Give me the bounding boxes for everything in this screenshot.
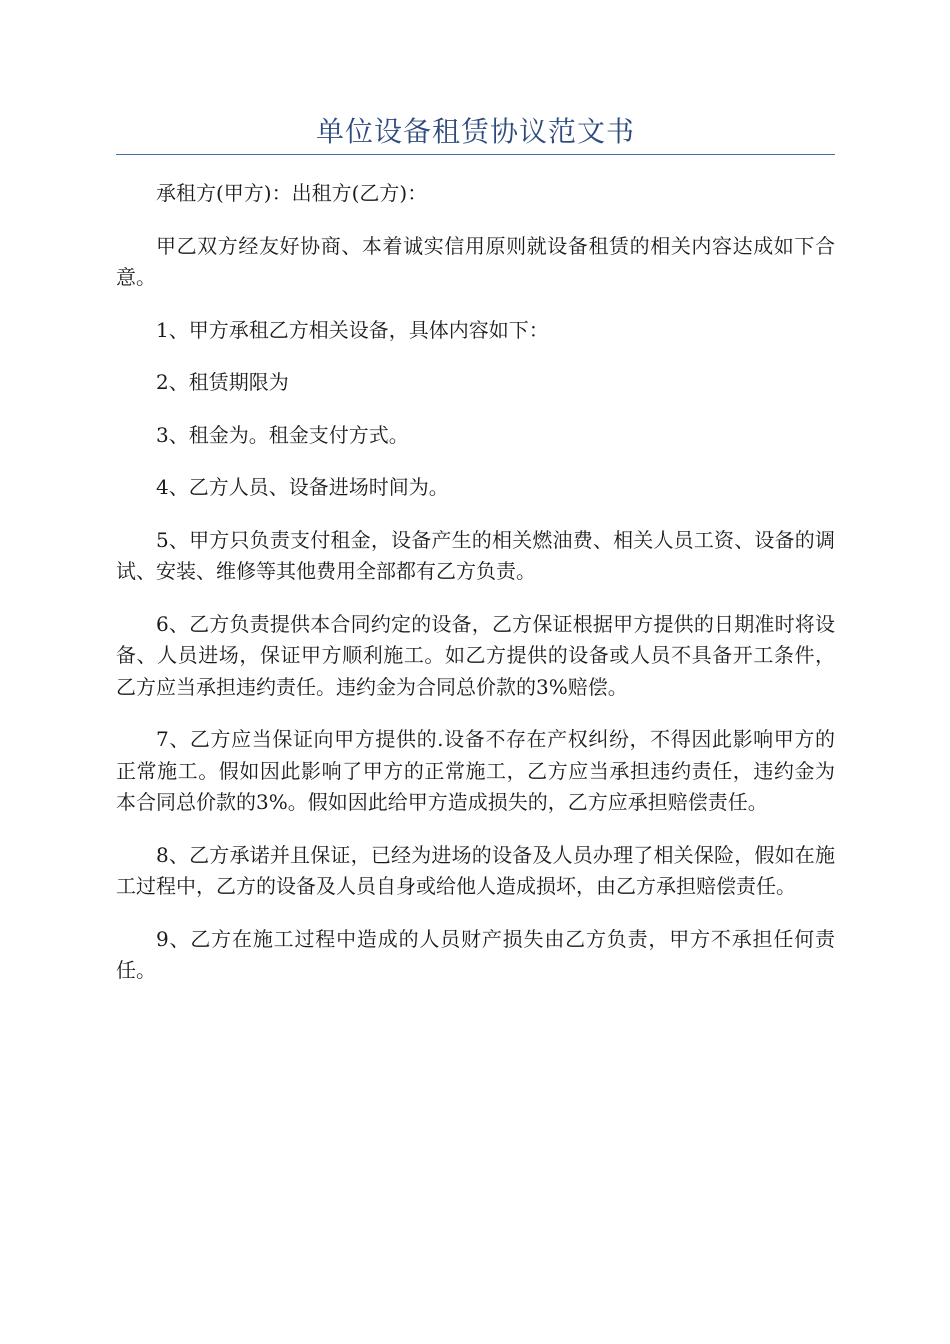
preamble-paragraph: 甲乙双方经友好协商、本着诚实信用原则就设备租赁的相关内容达成如下合意。 xyxy=(116,233,835,289)
parties-line: 承租方(甲方)：出租方(乙方)： xyxy=(156,181,428,205)
clause-8: 8、乙方承诺并且保证，已经为进场的设备及人员办理了相关保险，假如在施工过程中，乙方的设备及人员自身或给他人造成损坏，由乙方承担赔偿责任。 xyxy=(116,842,835,898)
clause-3: 3、租金为。租金支付方式。 xyxy=(156,422,409,447)
clause-1: 1、甲方承租乙方相关设备，具体内容如下： xyxy=(156,317,549,342)
clause-7: 7、乙方应当保证向甲方提供的.设备不存在产权纠纷，不得因此影响甲方的正常施工。假如因此影响了甲方的正常施工，乙方应当承担违约责任，违约金为本合同总价款的3%。假如因此给甲方造成损失的，乙方应承担赔偿责任。 xyxy=(116,727,835,814)
clause-5: 5、甲方只负责支付租金，设备产生的相关燃油费、相关人员工资、设备的调试、安装、维修等其他费用全部都有乙方负责。 xyxy=(116,527,835,583)
title-underline xyxy=(116,154,835,155)
clause-9: 9、乙方在施工过程中造成的人员财产损失由乙方负责，甲方不承担任何责任。 xyxy=(116,926,835,982)
clause-4: 4、乙方人员、设备进场时间为。 xyxy=(156,475,449,499)
clause-2: 2、租赁期限为 xyxy=(156,370,289,394)
document-title: 单位设备租赁协议范文书 xyxy=(315,115,635,148)
document-body xyxy=(116,178,835,1008)
clause-6: 6、乙方负责提供本合同约定的设备，乙方保证根据甲方提供的日期准时将设备、人员进场，保证甲方顺利施工。如乙方提供的设备或人员不具备开工条件，乙方应当承担违约责任。违约金为合同总价款的3%赔偿。 xyxy=(116,611,835,699)
